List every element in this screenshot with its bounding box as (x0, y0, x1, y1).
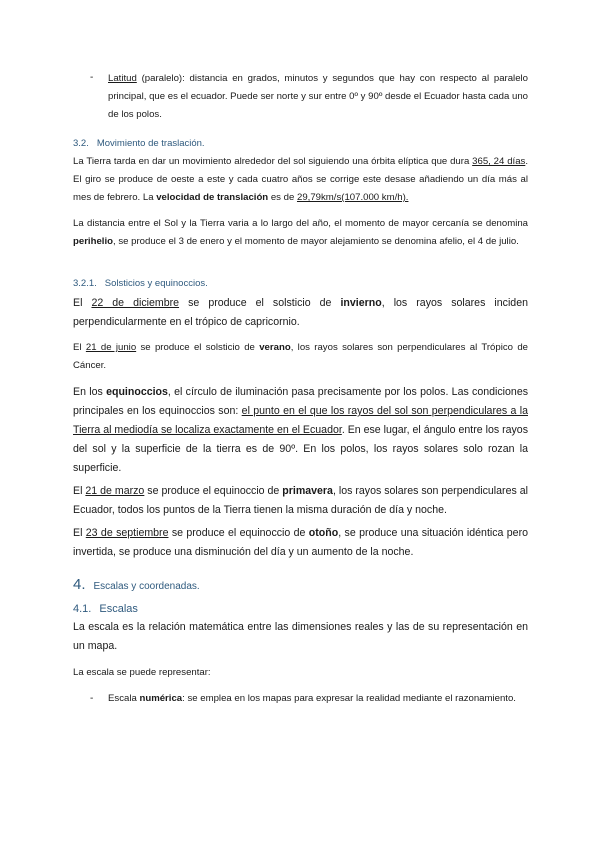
latitud-term: Latitud (108, 73, 137, 84)
equinoccio-primavera-paragraph: El 21 de marzo se produce el equinoccio de primavera, los rayos solares son perpendiculares al Ecuador, todos los puntos de la Tierra tienen la misma duración de día y noche. (73, 485, 528, 516)
bullet-marker: - (90, 72, 94, 83)
equinoccio-otono-paragraph: El 23 de septiembre se produce el equinoccio de otoño, se produce una situación idéntica pero invertida, se produce una disminución del día y un aumento de la noche. (73, 527, 528, 558)
traslacion-paragraph-2: La distancia entre el Sol y la Tierra varia a lo largo del año, el momento de mayor cercanía se denomina perihelio, se produce el 3 de enero y el momento de mayor alejamiento se denomina afelio, el 4 de julio. (73, 218, 528, 247)
solsticio-verano-paragraph: El 21 de junio se produce el solsticio de verano, los rayos solares son perpendiculares al Trópico de Cáncer. (73, 342, 528, 371)
latitud-paragraph: Latitud (paralelo): distancia en grados, minutos y segundos que hay con respecto al paralelo principal, que es el ecuador. Puede ser norte y sur entre 0º y 90º desde el Ecuador hasta cada uno de los polos. (108, 73, 528, 120)
heading-3-2-1: 3.2.1. Solsticios y equinoccios. (73, 278, 208, 289)
orbit-duration: 365, 24 días (472, 156, 526, 167)
traslacion-paragraph-1: La Tierra tarda en dar un movimiento alrededor del sol siguiendo una órbita elíptica que dura 365, 24 días. El giro se produce de oeste a este y cada cuatro años se corrige este desase añadiendo un día más al mes de febrero. La velocidad de translación es de 29,79km/s(107.000 km/h). (73, 156, 528, 203)
solsticio-invierno-paragraph: El 22 de diciembre se produce el solsticio de invierno, los rayos solares inciden perpendicularmente en el trópico de capricornio. (73, 297, 528, 328)
orbital-speed: 29,79km/s(107.000 km/h). (296, 192, 409, 203)
escala-definition-paragraph: La escala es la relación matemática entre las dimensiones reales y las de su representación en un mapa. (73, 621, 528, 652)
escala-representar-paragraph: La escala se puede representar: (73, 667, 211, 678)
heading-4: 4. Escalas y coordenadas. (73, 576, 200, 593)
heading-4-1: 4.1. Escalas (73, 603, 138, 615)
heading-3-2: 3.2. Movimiento de traslación. (73, 138, 205, 149)
bullet-marker: - (90, 693, 94, 704)
equinoccios-paragraph: En los equinoccios, el círculo de iluminación pasa precisamente por los polos. Las condiciones principales en los equinoccios son: el punto en el que los rayos del sol son perpendiculares a la Tierra al mediodía se localiza exactamente en el Ecuador. En ese lugar, el ángulo entre los rayos del sol y la superficie de la tierra es de 90º. En los polos, los rayos solares solo rozan la superficie. (73, 386, 529, 474)
escala-numerica-paragraph: Escala numérica: se emplea en los mapas para expresar la realidad mediante el razonamiento. (108, 693, 516, 704)
